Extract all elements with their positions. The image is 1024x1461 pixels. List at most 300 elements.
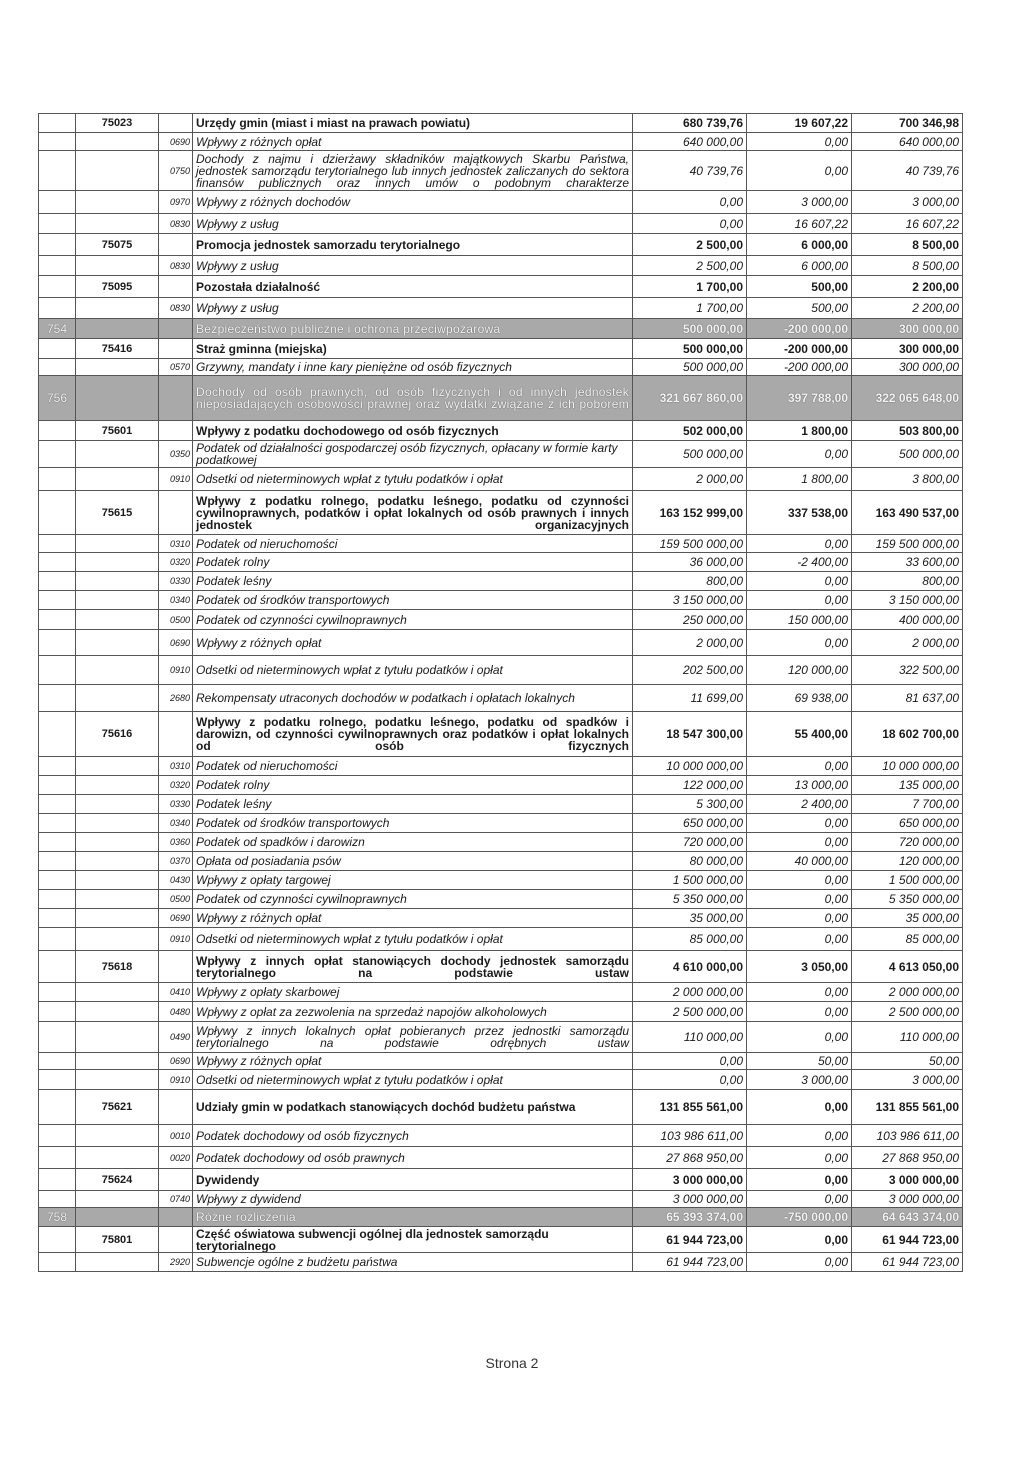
description-cell: Podatek od czynności cywilnoprawnych (193, 610, 633, 630)
rozdzial-cell (76, 814, 159, 833)
paragraf-cell (159, 114, 193, 133)
after-change-value: 5 350 000,00 (852, 890, 963, 909)
rozdzial-cell (76, 1125, 159, 1147)
plan-value: 650 000,00 (633, 814, 747, 833)
description-cell: Podatek od działalności gospodarczej osób fizycznych, opłacany w formie karty podatkowej (193, 441, 633, 468)
after-change-value: 64 643 374,00 (852, 1208, 963, 1227)
paragraf-cell: 0910 (159, 928, 193, 951)
description-cell: Wpływy z opłaty skarbowej (193, 983, 633, 1002)
after-change-value: 3 800,00 (852, 468, 963, 491)
plan-value: 500 000,00 (633, 359, 747, 376)
after-change-value: 4 613 050,00 (852, 951, 963, 983)
rozdzial-cell: 75416 (76, 339, 159, 359)
dzial-cell: 756 (39, 376, 76, 421)
description-cell: Wpływy z dywidend (193, 1191, 633, 1208)
dzial-cell (39, 214, 76, 234)
change-value: 0,00 (747, 1253, 852, 1272)
rozdzial-cell (76, 1053, 159, 1070)
rozdzial-cell: 75095 (76, 276, 159, 298)
rozdzial-row (39, 1227, 963, 1253)
plan-value: 500 000,00 (633, 319, 747, 339)
plan-value: 3 150 000,00 (633, 591, 747, 610)
change-value: 0,00 (747, 1191, 852, 1208)
change-value: 16 607,22 (747, 214, 852, 234)
dzial-cell (39, 572, 76, 591)
rozdzial-cell (76, 535, 159, 553)
change-value: 2 400,00 (747, 795, 852, 814)
paragraf-cell (159, 319, 193, 339)
dzial-cell (39, 890, 76, 909)
dzial-cell (39, 535, 76, 553)
change-value: 0,00 (747, 1147, 852, 1169)
change-value: 0,00 (747, 909, 852, 928)
paragraf-cell: 0410 (159, 983, 193, 1002)
description-cell: Wpływy z różnych opłat (193, 1053, 633, 1070)
paragraf-row (39, 441, 963, 468)
rozdzial-cell (76, 191, 159, 214)
rozdzial-row (39, 421, 963, 441)
description-cell: Podatek leśny (193, 795, 633, 814)
plan-value: 61 944 723,00 (633, 1227, 747, 1253)
description-cell: Wpływy z opłat za zezwolenia na sprzedaż napojów alkoholowych (193, 1002, 633, 1022)
after-change-value: 2 200,00 (852, 298, 963, 319)
rozdzial-cell (76, 133, 159, 151)
plan-value: 103 986 611,00 (633, 1125, 747, 1147)
description-cell: Dywidendy (193, 1169, 633, 1191)
paragraf-cell: 0350 (159, 441, 193, 468)
dzial-cell (39, 591, 76, 610)
plan-value: 65 393 374,00 (633, 1208, 747, 1227)
change-value: 0,00 (747, 814, 852, 833)
paragraf-cell (159, 951, 193, 983)
change-value: 50,00 (747, 1053, 852, 1070)
dzial-cell (39, 656, 76, 685)
change-value: 0,00 (747, 1169, 852, 1191)
after-change-value: 33 600,00 (852, 553, 963, 572)
change-value: 0,00 (747, 871, 852, 890)
change-value: 0,00 (747, 983, 852, 1002)
paragraf-cell: 0310 (159, 757, 193, 776)
after-change-value: 40 739,76 (852, 151, 963, 191)
description-cell: Podatek leśny (193, 572, 633, 591)
dzial-row (39, 319, 963, 339)
rozdzial-cell (76, 890, 159, 909)
plan-value: 2 000 000,00 (633, 983, 747, 1002)
plan-value: 18 547 300,00 (633, 712, 747, 757)
after-change-value: 8 500,00 (852, 234, 963, 256)
after-change-value: 500 000,00 (852, 441, 963, 468)
plan-value: 10 000 000,00 (633, 757, 747, 776)
description-cell: Podatek rolny (193, 776, 633, 795)
plan-value: 61 944 723,00 (633, 1253, 747, 1272)
after-change-value: 50,00 (852, 1053, 963, 1070)
after-change-value: 720 000,00 (852, 833, 963, 852)
rozdzial-cell (76, 1253, 159, 1272)
paragraf-cell (159, 339, 193, 359)
after-change-value: 1 500 000,00 (852, 871, 963, 890)
dzial-cell (39, 298, 76, 319)
rozdzial-cell: 75601 (76, 421, 159, 441)
after-change-value: 322 065 648,00 (852, 376, 963, 421)
dzial-cell (39, 114, 76, 133)
dzial-cell (39, 983, 76, 1002)
plan-value: 40 739,76 (633, 151, 747, 191)
dzial-cell (39, 757, 76, 776)
description-cell: Podatek dochodowy od osób fizycznych (193, 1125, 633, 1147)
description-cell: Urzędy gmin (miast i miast na prawach powiatu) (193, 114, 633, 133)
change-value: 120 000,00 (747, 656, 852, 685)
after-change-value: 18 602 700,00 (852, 712, 963, 757)
paragraf-cell: 0500 (159, 890, 193, 909)
plan-value: 800,00 (633, 572, 747, 591)
dzial-cell (39, 1022, 76, 1053)
paragraf-cell: 2680 (159, 685, 193, 712)
paragraf-cell (159, 376, 193, 421)
paragraf-row (39, 535, 963, 553)
change-value: 0,00 (747, 833, 852, 852)
dzial-cell: 754 (39, 319, 76, 339)
paragraf-cell: 0010 (159, 1125, 193, 1147)
description-cell: Promocja jednostek samorzadu terytorialnego (193, 234, 633, 256)
description-cell: Wpływy z podatku rolnego, podatku leśnego, podatku od czynności cywilnoprawnych, podatków i opłat lokalnych od osób prawnych i innych jednostek organizacyjnych (193, 491, 633, 535)
after-change-value: 103 986 611,00 (852, 1125, 963, 1147)
change-value: 150 000,00 (747, 610, 852, 630)
dzial-cell (39, 814, 76, 833)
rozdzial-cell: 75801 (76, 1227, 159, 1253)
dzial-cell (39, 833, 76, 852)
budget-table (38, 113, 963, 1272)
change-value: 0,00 (747, 630, 852, 656)
dzial-cell (39, 1191, 76, 1208)
rozdzial-cell: 75616 (76, 712, 159, 757)
paragraf-row (39, 833, 963, 852)
rozdzial-cell (76, 909, 159, 928)
description-cell: Wpływy z usług (193, 298, 633, 319)
change-value: 0,00 (747, 591, 852, 610)
description-cell: Wpływy z usług (193, 256, 633, 276)
paragraf-cell (159, 421, 193, 441)
paragraf-cell: 0310 (159, 535, 193, 553)
description-cell: Pozostała działalność (193, 276, 633, 298)
after-change-value: 3 000 000,00 (852, 1191, 963, 1208)
change-value: 0,00 (747, 1227, 852, 1253)
after-change-value: 135 000,00 (852, 776, 963, 795)
plan-value: 500 000,00 (633, 441, 747, 468)
paragraf-row (39, 795, 963, 814)
rozdzial-row (39, 951, 963, 983)
after-change-value: 300 000,00 (852, 319, 963, 339)
plan-value: 2 500,00 (633, 234, 747, 256)
change-value: 0,00 (747, 133, 852, 151)
dzial-cell (39, 1147, 76, 1169)
paragraf-row (39, 909, 963, 928)
after-change-value: 300 000,00 (852, 339, 963, 359)
description-cell: Część oświatowa subwencji ogólnej dla jednostek samorządu terytorialnego (193, 1227, 633, 1253)
description-cell: Wpływy z podatku dochodowego od osób fizycznych (193, 421, 633, 441)
paragraf-cell: 0360 (159, 833, 193, 852)
dzial-cell (39, 441, 76, 468)
rozdzial-cell: 75621 (76, 1090, 159, 1125)
change-value: -200 000,00 (747, 359, 852, 376)
plan-value: 0,00 (633, 1053, 747, 1070)
change-value: -750 000,00 (747, 1208, 852, 1227)
paragraf-cell: 0690 (159, 133, 193, 151)
description-cell: Wpływy z innych opłat stanowiących dochody jednostek samorządu terytorialnego na podstawie ustaw (193, 951, 633, 983)
rozdzial-row (39, 114, 963, 133)
paragraf-row (39, 814, 963, 833)
after-change-value: 110 000,00 (852, 1022, 963, 1053)
paragraf-row (39, 610, 963, 630)
description-cell: Podatek od środków transportowych (193, 814, 633, 833)
description-cell: Podatek od spadków i darowizn (193, 833, 633, 852)
paragraf-row (39, 1253, 963, 1272)
change-value: 3 050,00 (747, 951, 852, 983)
dzial-cell (39, 553, 76, 572)
description-cell: Wpływy z różnych opłat (193, 909, 633, 928)
after-change-value: 159 500 000,00 (852, 535, 963, 553)
change-value: 0,00 (747, 890, 852, 909)
change-value: 0,00 (747, 151, 852, 191)
dzial-cell (39, 1002, 76, 1022)
change-value: 0,00 (747, 928, 852, 951)
rozdzial-cell: 75618 (76, 951, 159, 983)
paragraf-row (39, 468, 963, 491)
after-change-value: 2 500 000,00 (852, 1002, 963, 1022)
paragraf-row (39, 256, 963, 276)
paragraf-row (39, 685, 963, 712)
rozdzial-row (39, 339, 963, 359)
paragraf-cell: 0370 (159, 852, 193, 871)
description-cell: Udziały gmin w podatkach stanowiących dochód budżetu państwa (193, 1090, 633, 1125)
paragraf-cell: 0340 (159, 814, 193, 833)
dzial-cell (39, 795, 76, 814)
dzial-cell (39, 928, 76, 951)
dzial-cell (39, 191, 76, 214)
paragraf-row (39, 591, 963, 610)
change-value: 337 538,00 (747, 491, 852, 535)
paragraf-row (39, 191, 963, 214)
rozdzial-cell (76, 359, 159, 376)
dzial-cell (39, 712, 76, 757)
change-value: 0,00 (747, 572, 852, 591)
description-cell: Wpływy z opłaty targowej (193, 871, 633, 890)
plan-value: 720 000,00 (633, 833, 747, 852)
rozdzial-cell (76, 376, 159, 421)
after-change-value: 322 500,00 (852, 656, 963, 685)
rozdzial-cell (76, 757, 159, 776)
after-change-value: 16 607,22 (852, 214, 963, 234)
paragraf-cell: 0020 (159, 1147, 193, 1169)
page-number: Strona 2 (485, 1355, 539, 1371)
description-cell: Wpływy z różnych opłat (193, 630, 633, 656)
paragraf-cell: 0830 (159, 214, 193, 234)
paragraf-row (39, 151, 963, 191)
after-change-value: 3 000,00 (852, 1070, 963, 1090)
description-cell: Podatek od nieruchomości (193, 757, 633, 776)
rozdzial-cell (76, 1022, 159, 1053)
rozdzial-cell (76, 468, 159, 491)
description-cell: Podatek rolny (193, 553, 633, 572)
plan-value: 640 000,00 (633, 133, 747, 151)
rozdzial-cell (76, 852, 159, 871)
dzial-cell (39, 610, 76, 630)
paragraf-row (39, 572, 963, 591)
plan-value: 500 000,00 (633, 339, 747, 359)
description-cell: Wpływy z innych lokalnych opłat pobieranych przez jednostki samorządu terytorialnego na podstawie odrębnych ustaw (193, 1022, 633, 1053)
after-change-value: 300 000,00 (852, 359, 963, 376)
change-value: 500,00 (747, 276, 852, 298)
change-value: -200 000,00 (747, 319, 852, 339)
plan-value: 35 000,00 (633, 909, 747, 928)
dzial-row (39, 376, 963, 421)
rozdzial-cell (76, 319, 159, 339)
description-cell: Odsetki od nieterminowych wpłat z tytułu podatków i opłat (193, 468, 633, 491)
paragraf-row (39, 852, 963, 871)
plan-value: 36 000,00 (633, 553, 747, 572)
dzial-cell (39, 468, 76, 491)
plan-value: 321 667 860,00 (633, 376, 747, 421)
description-cell: Wpływy z różnych opłat (193, 133, 633, 151)
change-value: -200 000,00 (747, 339, 852, 359)
change-value: 500,00 (747, 298, 852, 319)
change-value: 6 000,00 (747, 256, 852, 276)
rozdzial-cell (76, 1208, 159, 1227)
plan-value: 5 300,00 (633, 795, 747, 814)
paragraf-cell: 2920 (159, 1253, 193, 1272)
paragraf-cell: 0490 (159, 1022, 193, 1053)
paragraf-cell: 0910 (159, 1070, 193, 1090)
description-cell: Subwencje ogólne z budżetu państwa (193, 1253, 633, 1272)
change-value: 1 800,00 (747, 468, 852, 491)
dzial-cell (39, 234, 76, 256)
description-cell: Straż gminna (miejska) (193, 339, 633, 359)
paragraf-cell: 0910 (159, 468, 193, 491)
change-value: 55 400,00 (747, 712, 852, 757)
paragraf-row (39, 1147, 963, 1169)
rozdzial-cell (76, 928, 159, 951)
description-cell: Bezpieczeństwo publiczne i ochrona przeciwpożarowa (193, 319, 633, 339)
dzial-cell (39, 852, 76, 871)
rozdzial-cell (76, 1002, 159, 1022)
plan-value: 0,00 (633, 191, 747, 214)
paragraf-cell: 0320 (159, 553, 193, 572)
change-value: 0,00 (747, 535, 852, 553)
paragraf-cell: 0430 (159, 871, 193, 890)
dzial-cell (39, 1227, 76, 1253)
rozdzial-cell: 75624 (76, 1169, 159, 1191)
rozdzial-cell (76, 151, 159, 191)
after-change-value: 85 000,00 (852, 928, 963, 951)
after-change-value: 400 000,00 (852, 610, 963, 630)
dzial-cell (39, 1053, 76, 1070)
after-change-value: 2 000,00 (852, 630, 963, 656)
rozdzial-row (39, 491, 963, 535)
rozdzial-cell (76, 630, 159, 656)
plan-value: 1 700,00 (633, 276, 747, 298)
dzial-cell (39, 1253, 76, 1272)
paragraf-cell: 0340 (159, 591, 193, 610)
dzial-cell (39, 151, 76, 191)
plan-value: 1 500 000,00 (633, 871, 747, 890)
after-change-value: 3 000 000,00 (852, 1169, 963, 1191)
after-change-value: 700 346,98 (852, 114, 963, 133)
change-value: 0,00 (747, 1125, 852, 1147)
dzial-cell (39, 1125, 76, 1147)
rozdzial-cell (76, 833, 159, 852)
paragraf-row (39, 298, 963, 319)
rozdzial-cell: 75615 (76, 491, 159, 535)
description-cell: Różne rozliczenia (193, 1208, 633, 1227)
description-cell: Dochody z najmu i dzierżawy składników majątkowych Skarbu Państwa, jednostek samorządu terytorialnego lub innych jednostek zaliczanych do sektora finansów publicznych oraz innych umów o podobnym charakterze (193, 151, 633, 191)
paragraf-cell (159, 712, 193, 757)
paragraf-cell: 0320 (159, 776, 193, 795)
paragraf-cell: 0480 (159, 1002, 193, 1022)
change-value: 40 000,00 (747, 852, 852, 871)
dzial-cell (39, 1169, 76, 1191)
paragraf-row (39, 871, 963, 890)
rozdzial-cell (76, 983, 159, 1002)
plan-value: 2 500,00 (633, 256, 747, 276)
after-change-value: 120 000,00 (852, 852, 963, 871)
plan-value: 250 000,00 (633, 610, 747, 630)
after-change-value: 27 868 950,00 (852, 1147, 963, 1169)
plan-value: 680 739,76 (633, 114, 747, 133)
dzial-cell (39, 951, 76, 983)
change-value: 0,00 (747, 1022, 852, 1053)
after-change-value: 10 000 000,00 (852, 757, 963, 776)
after-change-value: 7 700,00 (852, 795, 963, 814)
paragraf-cell: 0750 (159, 151, 193, 191)
dzial-cell (39, 909, 76, 928)
dzial-cell (39, 491, 76, 535)
dzial-cell (39, 1090, 76, 1125)
rozdzial-cell (76, 685, 159, 712)
change-value: 0,00 (747, 1090, 852, 1125)
paragraf-row (39, 890, 963, 909)
paragraf-row (39, 214, 963, 234)
paragraf-row (39, 928, 963, 951)
description-cell: Podatek od środków transportowych (193, 591, 633, 610)
plan-value: 1 700,00 (633, 298, 747, 319)
paragraf-row (39, 630, 963, 656)
plan-value: 3 000 000,00 (633, 1191, 747, 1208)
plan-value: 85 000,00 (633, 928, 747, 951)
description-cell: Rekompensaty utraconych dochodów w podatkach i opłatach lokalnych (193, 685, 633, 712)
rozdzial-row (39, 712, 963, 757)
change-value: 3 000,00 (747, 1070, 852, 1090)
paragraf-cell: 0910 (159, 656, 193, 685)
description-cell: Odsetki od nieterminowych wpłat z tytułu podatków i opłat (193, 1070, 633, 1090)
plan-value: 27 868 950,00 (633, 1147, 747, 1169)
description-cell: Wpływy z podatku rolnego, podatku leśnego, podatku od spadków i darowizn, od czynności cywilnoprawnych oraz podatków i opłat lokalnych od osób fizycznych (193, 712, 633, 757)
paragraf-cell: 0830 (159, 298, 193, 319)
dzial-cell (39, 421, 76, 441)
plan-value: 159 500 000,00 (633, 535, 747, 553)
dzial-cell (39, 276, 76, 298)
paragraf-cell: 0740 (159, 1191, 193, 1208)
after-change-value: 131 855 561,00 (852, 1090, 963, 1125)
paragraf-cell: 0500 (159, 610, 193, 630)
rozdzial-cell: 75023 (76, 114, 159, 133)
dzial-cell (39, 685, 76, 712)
paragraf-cell: 0970 (159, 191, 193, 214)
dzial-cell: 758 (39, 1208, 76, 1227)
rozdzial-cell (76, 298, 159, 319)
after-change-value: 81 637,00 (852, 685, 963, 712)
plan-value: 163 152 999,00 (633, 491, 747, 535)
paragraf-row (39, 133, 963, 151)
description-cell: Podatek od nieruchomości (193, 535, 633, 553)
